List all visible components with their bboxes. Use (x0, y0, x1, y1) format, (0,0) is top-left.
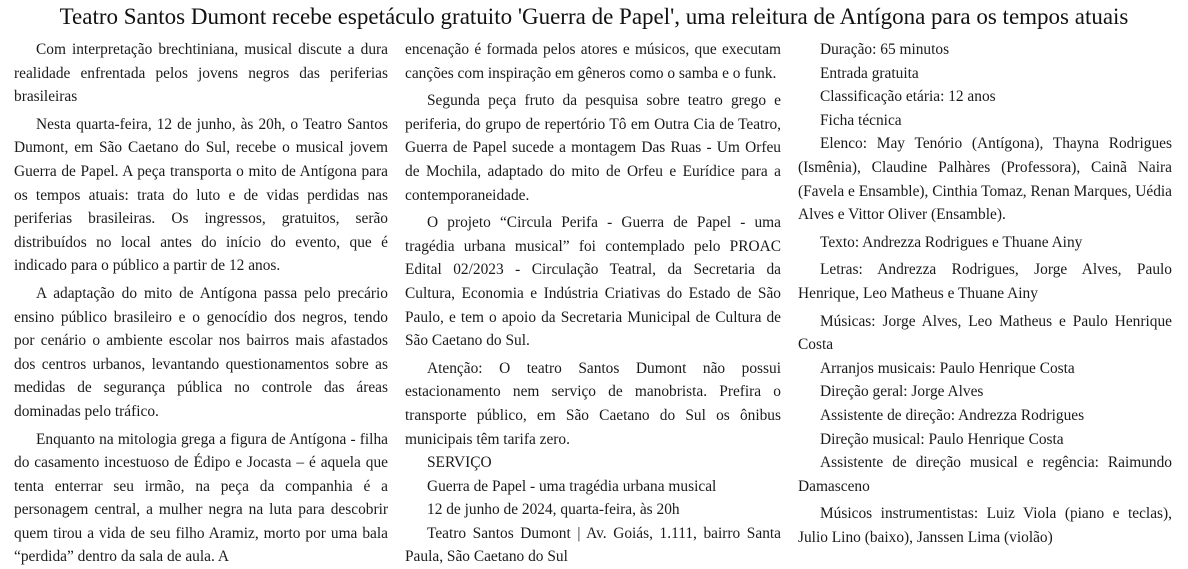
article-subtitle: Com interpretação brechtiniana, musical discute a dura realidade enfrentada pelos jovens negros das periferias brasileiras (14, 41, 388, 106)
article-paragraph: O projeto “Circula Perifa - Guerra de Papel - uma tragédia urbana musical” foi contemplado pelo PROAC Edital 02/2023 - Circulação Teatral, da Secretaria da Cultura, Economia e Indústria Criativas do Estado de São Paulo, e tem o apoio da Secretaria Municipal de Cultura de São Caetano do Sul. (405, 214, 781, 350)
credits-text: Texto: Andrezza Rodrigues e Thuane Ainy (820, 233, 1083, 251)
service-date: 12 de junho de 2024, quarta-feira, às 20h (427, 501, 680, 519)
article-paragraph: Atenção: O teatro Santos Dumont não possui estacionamento nem serviço de manobrista. Prefira o transporte público, em São Caetano do Sul os ônibus municipais têm tarifa zero. (405, 359, 781, 448)
credits-arrangements: Arranjos musicais: Paulo Henrique Costa (820, 359, 1075, 377)
article-column-1 (14, 38, 388, 569)
article-paragraph: Enquanto na mitologia grega a figura de Antígona - filha do casamento incestuoso de Édipo e Jocasta – é aquela que tenta enterrar seu irmão, na peça da companhia é a personagem central, a mulher negra na luta para descobrir quem tirou a vida de seu filho Aramiz, morto por uma bala “perdida” dentro da sala de aula. A (14, 430, 388, 566)
credits-assistant-direction: Assistente de direção: Andrezza Rodrigues (820, 406, 1085, 424)
credits-general-direction: Direção geral: Jorge Alves (820, 383, 984, 401)
service-heading: SERVIÇO (427, 454, 492, 472)
credits-musical-assistant: Assistente de direção musical e regência: Raimundo Damasceno (798, 454, 1172, 495)
credits-heading: Ficha técnica (820, 111, 902, 129)
article-column-2 (405, 38, 781, 569)
service-address: Teatro Santos Dumont | Av. Goiás, 1.111, bairro Santa Paula, São Caetano do Sul (405, 524, 781, 566)
article-headline: Teatro Santos Dumont recebe espetáculo gratuito 'Guerra de Papel', uma releitura de Antígona para os tempos atuais (59, 4, 1129, 29)
credits-duration: Duração: 65 minutos (820, 41, 950, 58)
credits-cast: Elenco: May Tenório (Antígona), Thayna Rodrigues (Ismênia), Claudine Palhàres (Professora), Cainã Naira (Favela e Ensamble), Cinthia Tomaz, Renan Marques, Uédia Alves e Vittor Oliver (Ensamble). (798, 135, 1172, 224)
credits-music: Músicas: Jorge Alves, Leo Matheus e Paulo Henrique Costa (798, 312, 1172, 354)
article-paragraph: Segunda peça fruto da pesquisa sobre teatro grego e periferia, do grupo de repertório Tô em Outra Cia de Teatro, Guerra de Papel sucede a montagem Das Ruas - Um Orfeu de Mochila, adaptado do mito de Orfeu e Eurídice para a contemporaneidade. (405, 92, 781, 204)
article-paragraph: A adaptação do mito de Antígona passa pelo precário ensino público brasileiro e o genocídio dos negros, tendo por cenário o ambiente escolar nos bairros mais afastados dos centros urbanos, levantando questionamentos sobre as medidas de segurança pública no controle das áreas dominadas pelo tráfico. (14, 284, 388, 420)
article-column-3 (798, 38, 1172, 569)
article-paragraph-continued: encenação é formada pelos atores e músicos, que executam canções com inspiração em gêneros como o samba e o funk. (405, 41, 781, 82)
service-show-name: Guerra de Papel - uma tragédia urbana musical (427, 477, 717, 495)
article-paragraph: Nesta quarta-feira, 12 de junho, às 20h, o Teatro Santos Dumont, em São Caetano do Sul, recebe o musical jovem Guerra de Papel. A peça transporta o mito de Antígona para os tempos atuais: trata do luto e de vidas perdidas nas periferias brasileiras. Os ingressos, gratuitos, serão distribuídos no local antes do início do evento, que é indicado para o público a partir de 12 anos. (14, 115, 388, 275)
credits-musicians: Músicos instrumentistas: Luiz Viola (piano e teclas), Julio Lino (baixo), Janssen Lima (violão) (798, 505, 1172, 546)
credits-lyrics: Letras: Andrezza Rodrigues, Jorge Alves, Paulo Henrique, Leo Matheus e Thuane Ainy (798, 261, 1172, 302)
credits-musical-direction: Direção musical: Paulo Henrique Costa (820, 430, 1064, 448)
credits-rating: Classificação etária: 12 anos (820, 88, 996, 106)
credits-entry: Entrada gratuita (820, 64, 919, 82)
